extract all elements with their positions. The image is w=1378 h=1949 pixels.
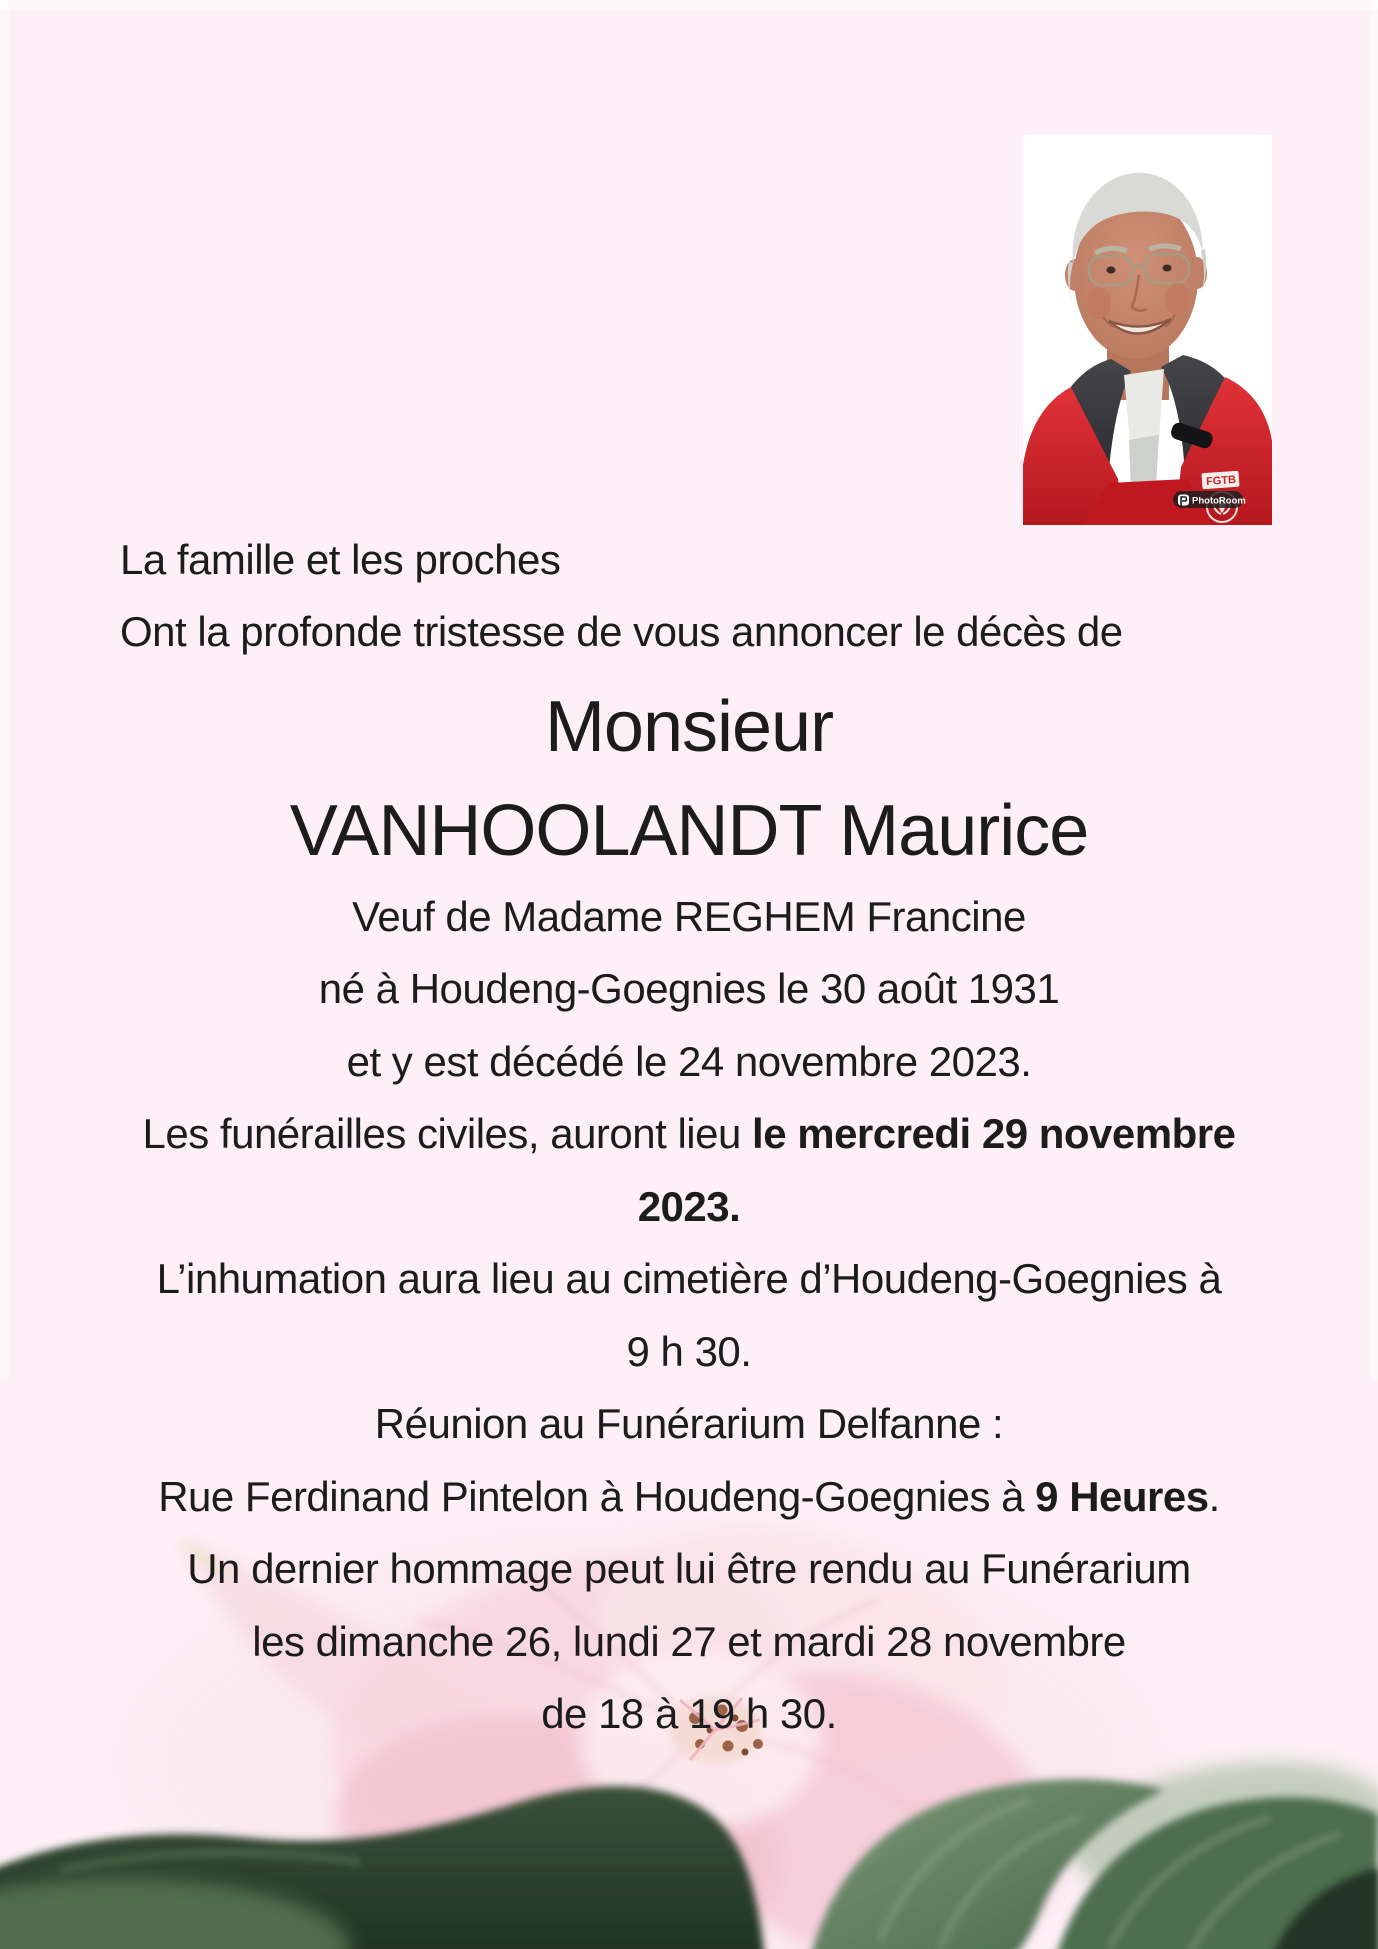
photoroom-watermark — [1173, 491, 1246, 508]
homage-hours-line: de 18 à 19 h 30. — [541, 1690, 837, 1737]
portrait-photo — [1023, 135, 1272, 525]
funeral-line — [0, 1110, 1378, 1158]
cheek-right — [1165, 283, 1189, 315]
homage-days-line: les dimanche 26, lundi 27 et mardi 28 novembre — [252, 1618, 1126, 1665]
eye-left — [1107, 267, 1116, 274]
svg-text:FGTB: FGTB — [1205, 473, 1237, 488]
birth-line: né à Houdeng-Goegnies le 30 août 1931 — [318, 965, 1060, 1012]
homage-line: Un dernier hommage peut lui être rendu au Funérarium — [187, 1545, 1191, 1592]
portrait-photo-art — [1023, 135, 1272, 525]
burial-line: L’inhumation aura lieu au cimetière d’Houdeng-Goegnies à — [156, 1255, 1222, 1302]
page-edge-top — [0, 0, 1378, 10]
meeting-line: Réunion au Funérarium Delfanne : — [374, 1400, 1004, 1447]
photoroom-logo-icon — [1178, 495, 1189, 506]
address-line-normal: Rue Ferdinand Pintelon à Houdeng-Goegnies à — [158, 1473, 1036, 1520]
address-line — [0, 1473, 1378, 1521]
intro-line-2: Ont la profonde tristesse de vous annoncer le décès de — [120, 608, 1123, 655]
svg-text:PhotoRoom: PhotoRoom — [1192, 495, 1246, 507]
funeral-line-2: 2023. — [637, 1183, 741, 1230]
fgtb-logo — [1201, 471, 1239, 490]
address-line-bold: 9 Heures — [1035, 1473, 1209, 1520]
funeral-line-normal: Les funérailles civiles, auront lieu — [142, 1110, 753, 1157]
funeral-line-bold: le mercredi 29 novembre — [752, 1110, 1236, 1157]
deceased-name: VANHOOLANDT Maurice — [289, 791, 1089, 871]
intro-line-1: La famille et les proches — [120, 536, 561, 583]
address-line-end: . — [1208, 1473, 1220, 1520]
widower-line: Veuf de Madame REGHEM Francine — [352, 893, 1026, 940]
cheek-left — [1087, 287, 1111, 319]
title-monsieur: Monsieur — [544, 687, 834, 767]
eye-right — [1163, 265, 1172, 272]
burial-time-line: 9 h 30. — [626, 1328, 752, 1375]
death-line: et y est décédé le 24 novembre 2023. — [346, 1038, 1032, 1085]
shirt — [1124, 369, 1164, 443]
